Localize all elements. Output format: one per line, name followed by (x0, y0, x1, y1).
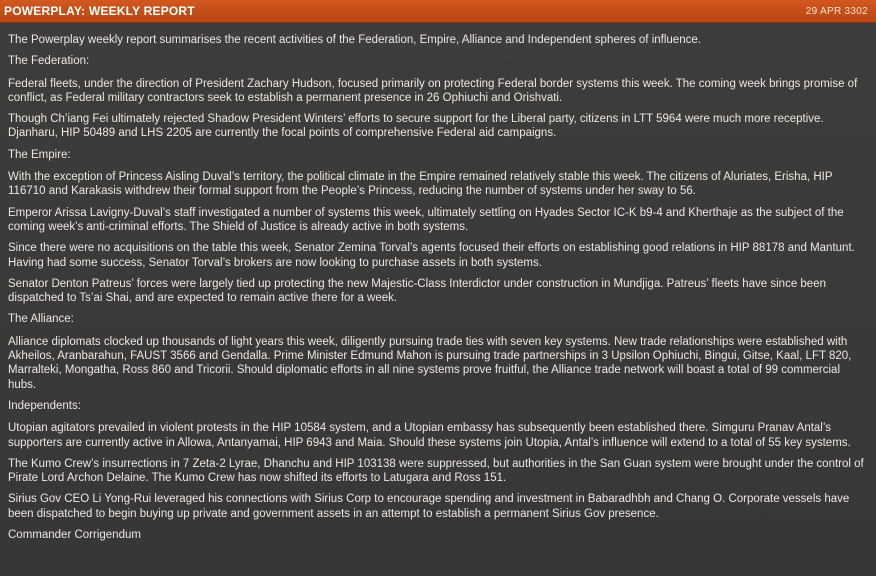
report-body (8, 33, 870, 549)
intro-paragraph: The Powerplay weekly report summarises the recent activities of the Federation, Empire, Alliance and Independent spheres of influence. (8, 34, 701, 46)
title-bar (0, 0, 876, 23)
empire-paragraph: With the exception of Princess Aisling Duval’s territory, the political climate in the Empire remained relatively stable this week. The citizens of Aluriates, Erisha, HIP 116710 and Karakasis withdrew their formal support from the People’s Princess, reducing the number of systems under her sway to 56. (8, 171, 833, 198)
empire-paragraph: Since there were no acquisitions on the table this week, Senator Zemina Torval’s agents focused their efforts on establishing good relations in HIP 88178 and Mantunt. Having had some success, Senator Torval’s brokers are now looking to purchase assets in both systems. (8, 242, 855, 269)
federation-paragraph: Federal fleets, under the direction of President Zachary Hudson, focused primarily on protecting Federal border systems this week. The coming week brings promise of conflict, as Federal military contractors seek to establish a permanent presence in 26 Ophiuchi and Orishvati. (8, 77, 858, 104)
empire-paragraph: Senator Denton Patreus’ forces were largely tied up protecting the new Majestic-Class Interdictor under construction in Mundjiga. Patreus’ fleets have since been dispatched to Ts’ai Shai, and are expected to remain active there for a week. (8, 277, 826, 305)
section-heading-alliance: The Alliance: (8, 313, 74, 326)
author-signature: Commander Corrigendum (8, 529, 141, 542)
section-heading-independents: Independents: (8, 399, 81, 412)
independents-paragraph: Utopian agitators prevailed in violent protests in the HIP 10584 system, and a Utopian embassy has subsequently been established there. Simguru Pranav Antal’s supporters are currently active in Allowa, Antanyamai, HIP 6943 and Maia. Should these systems join Utopia, Antal’s influence will extend to a total of 55 key systems. (8, 422, 851, 449)
federation-paragraph: Though Ch’iang Fei ultimately rejected Shadow President Winters’ efforts to secure support for the Liberal party, citizens in LTT 5964 were much more receptive. Djanharu, HIP 50489 and LHS 2205 are currently the focal points of comprehensive Federal aid campaigns. (8, 113, 824, 140)
section-heading-empire: The Empire: (8, 148, 71, 161)
section-heading-federation: The Federation: (8, 55, 90, 68)
empire-paragraph: Emperor Arissa Lavigny-Duval’s staff investigated a number of systems this week, ultimately settling on Hyades Sector IC-K b9-4 and Kherthaje as the subject of the coming week’s anti-criminal efforts. The Shield of Justice is already active in both systems. (8, 206, 844, 233)
report-title: POWERPLAY: WEEKLY REPORT (4, 4, 195, 18)
independents-paragraph: The Kumo Crew’s insurrections in 7 Zeta-2 Lyrae, Dhanchu and HIP 103138 were suppressed, but authorities in the San Guan system were brought under the control of Pirate Lord Archon Delaine. The Kumo Crew has now shifted its efforts to Latugara and Ross 151. (8, 457, 864, 485)
independents-paragraph: Sirius Gov CEO Li Yong-Rui leveraged his connections with Sirius Corp to encourage spending and investment in Babaradhbh and Chang O. Corporate vessels have been dispatched to begin buying up private and government assets in an attempt to establish a permanent Sirius Gov presence. (8, 493, 850, 520)
alliance-paragraph: Alliance diplomats clocked up thousands of light years this week, diligently pursuing trade ties with seven key systems. New trade relationships were established with Akheilos, Aranbarahun, FAUST 3566 and Gendalla. Prime Minister Edmund Mahon is pursuing trade partnerships in 3 Upsilon Ophiuchi, Bingui, Gitse, Kaal, LFT 820, Marralteki, Mongatha, Ross 860 and Tricorii. Should diplomatic efforts in all nine systems prove fruitful, the Alliance trade network will boast a total of 99 commercial hubs. (8, 335, 852, 391)
report-date: 29 APR 3302 (805, 6, 868, 17)
